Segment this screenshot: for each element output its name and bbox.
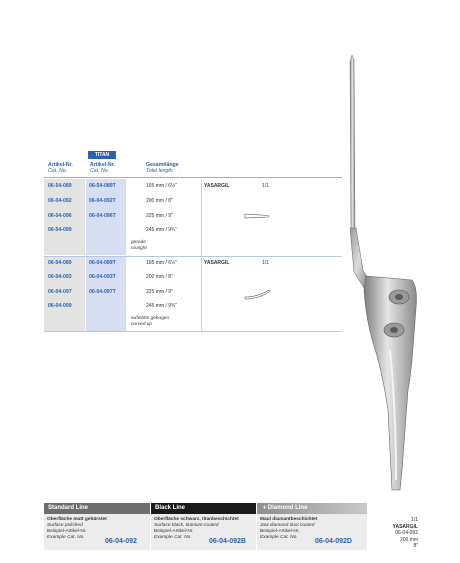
diamond-line-title: Diamond Line (267, 505, 308, 511)
black-line-code: 06-04-092B (209, 538, 246, 545)
cat-number: 06-04-089 (48, 260, 72, 266)
diamond-line-bar (257, 503, 367, 514)
titan-cat-number: 06-54-089T (89, 183, 116, 189)
standard-line-features: Oberfläche matt gebürstet Surface polished Beispiel-Artikel-Nr. Example Cat. No. (47, 517, 107, 540)
header-divider (44, 177, 342, 178)
header-cat-no: Artikel-Nr. Cat. No. (48, 162, 73, 175)
yasargil-forceps-image (330, 50, 430, 500)
instrument-caption: 1/1 YASARGIL 06-04-092 200 mm 8" (392, 517, 418, 549)
diamond-line-features: Maul diamantbeschichtet Jaw diamond dust coated Beispiel-Artikel-Nr. Example Cat. No. (260, 517, 318, 540)
total-length: 245 mm / 9¾" (146, 303, 177, 309)
total-length: 245 mm / 9¾" (146, 227, 177, 233)
straight-jaw-icon (244, 212, 272, 220)
titan-badge: TITAN (88, 151, 116, 159)
titan-cat-number: 06-04-093T (89, 274, 116, 280)
shape-description: gerade straight (131, 240, 147, 251)
total-length: 165 mm / 6½" (146, 183, 177, 189)
diamond-line-code: 06-04-092D (315, 538, 352, 545)
instrument-name: YASARGIL (204, 260, 230, 266)
total-length: 225 mm / 9" (146, 289, 173, 295)
black-line-bar: Black Line (151, 503, 256, 514)
scale-ratio: 1/1 (262, 260, 269, 266)
diamond-icon: ♦ (263, 505, 267, 511)
titan-cat-number: 06-04-097T (89, 289, 116, 295)
column-divider (201, 257, 202, 331)
column-divider (201, 179, 202, 255)
header-titan-cat-no: Artikel-Nr. Cat. No. (90, 162, 115, 175)
cat-number: 06-54-089 (48, 183, 72, 189)
cat-number: 06-04-096 (48, 213, 72, 219)
header-total-length: Gesamtlänge Total length (146, 162, 179, 175)
titan-cat-number: 06-04-096T (89, 213, 116, 219)
cat-number: 06-04-093 (48, 274, 72, 280)
black-line-features: Oberfläche schwarz, titanbeschichtet Surface black, titanium-coated Beispiel-Artikel-Nr. Example Cat. No. (154, 517, 239, 540)
standard-line-bar: Standard Line (44, 503, 150, 514)
cat-number: 06-04-092 (48, 198, 72, 204)
cat-number: 06-54-099 (48, 227, 72, 233)
total-length: 225 mm / 9" (146, 213, 173, 219)
cat-number: 06-04-099 (48, 303, 72, 309)
scale-ratio: 1/1 (262, 183, 269, 189)
table-bottom-line (44, 331, 342, 332)
total-length: 200 mm / 8" (146, 274, 173, 280)
titan-cat-number: 06-04-089T (89, 260, 116, 266)
titan-cat-number: 06-04-092T (89, 198, 116, 204)
instrument-name: YASARGIL (204, 183, 230, 189)
total-length: 200 mm / 8" (146, 198, 173, 204)
shape-description: aufwärts gebogen curved up (131, 316, 170, 327)
standard-line-code: 06-04-092 (105, 538, 137, 545)
cat-number: 06-04-097 (48, 289, 72, 295)
curved-jaw-icon (244, 288, 272, 300)
total-length: 165 mm / 6½" (146, 260, 177, 266)
